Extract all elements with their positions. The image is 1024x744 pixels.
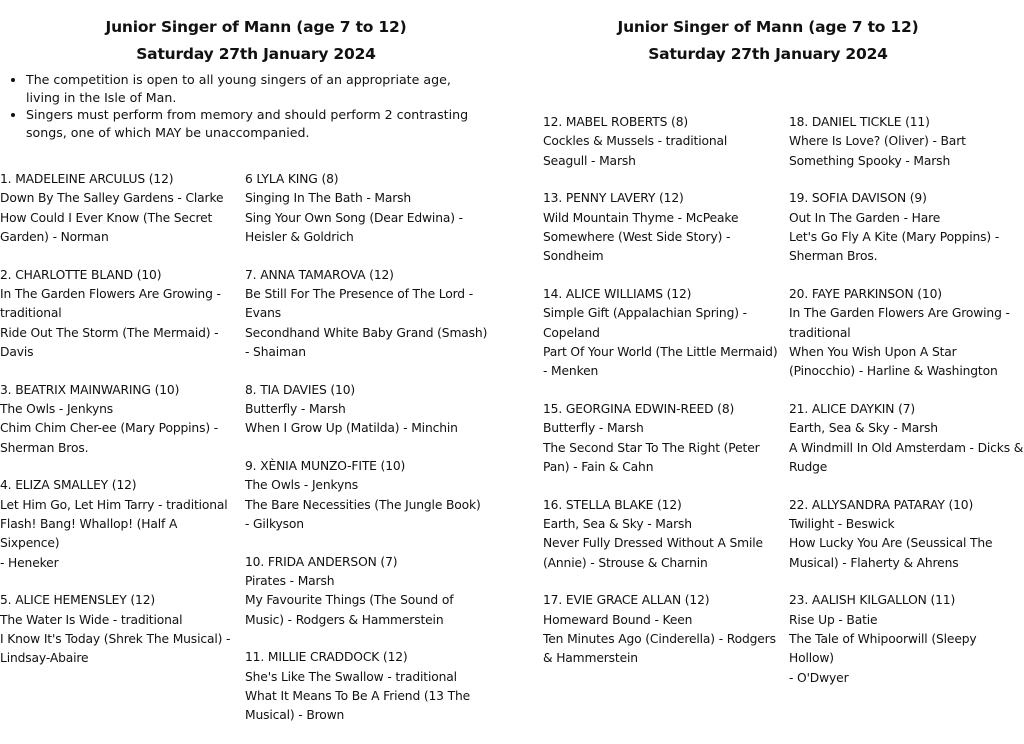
- song-line: Musical) - Brown: [245, 708, 345, 723]
- competitor-entry: [543, 496, 783, 573]
- song-line: When You Wish Upon A Star: [789, 344, 957, 359]
- song-line: Never Fully Dressed Without A Smile: [543, 536, 763, 551]
- song-line: Down By The Salley Gardens - Clarke: [0, 191, 224, 206]
- song-line: In The Garden Flowers Are Growing -: [789, 306, 1010, 321]
- song-line: Cockles & Mussels - traditional: [543, 134, 728, 149]
- competitor-name: 4. ELIZA SMALLEY (12): [0, 478, 137, 493]
- competitor-entry: [789, 113, 1024, 171]
- song-line: Seagull - Marsh: [543, 153, 636, 168]
- song-line: How Lucky You Are (Seussical The: [789, 536, 993, 551]
- song-line: Earth, Sea & Sky - Marsh: [543, 517, 692, 532]
- competition-title: Junior Singer of Mann (age 7 to 12): [105, 18, 407, 36]
- competitor-name: 14. ALICE WILLIAMS (12): [543, 287, 692, 302]
- competitor-name: 2. CHARLOTTE BLAND (10): [0, 267, 162, 282]
- competitor-name: 17. EVIE GRACE ALLAN (12): [543, 593, 710, 608]
- song-line: Pirates - Marsh: [245, 574, 335, 589]
- competitor-entry: [245, 170, 507, 247]
- rule-item: • The competition is open to all young singers of an appropriate age, living in the Isle of Man.: [26, 71, 476, 106]
- entries-column: [245, 170, 507, 744]
- song-line: The Owls - Jenkyns: [0, 401, 114, 416]
- song-line: Butterfly - Marsh: [543, 421, 644, 436]
- competitor-name: 20. FAYE PARKINSON (10): [789, 287, 942, 302]
- left-page-title: [0, 14, 512, 68]
- song-line: Rise Up - Batie: [789, 612, 878, 627]
- song-line: Butterfly - Marsh: [245, 401, 346, 416]
- song-line: Rudge: [789, 459, 828, 474]
- song-line: Evans: [245, 306, 282, 321]
- song-line: I Know It's Today (Shrek The Musical) -: [0, 631, 231, 646]
- song-line: Sherman Bros.: [789, 249, 878, 264]
- rules-list: [8, 71, 476, 141]
- song-line: traditional: [789, 325, 851, 340]
- entries-column: [0, 170, 240, 687]
- competitor-entry: [543, 591, 783, 668]
- song-line: - Shaiman: [245, 344, 306, 359]
- competitor-entry: [789, 285, 1024, 381]
- competitor-entry: [245, 381, 507, 439]
- song-line: Sing Your Own Song (Dear Edwina) -: [245, 210, 463, 225]
- competitor-entry: [0, 381, 240, 458]
- competitor-name: 7. ANNA TAMAROVA (12): [245, 267, 394, 282]
- song-line: Musical) - Flaherty & Ahrens: [789, 555, 959, 570]
- left-page: [0, 0, 512, 724]
- song-line: Copeland: [543, 325, 600, 340]
- competitor-entry: [0, 591, 240, 668]
- competitor-name: 15. GEORGINA EDWIN-REED (8): [543, 402, 735, 417]
- competitor-name: 1. MADELEINE ARCULUS (12): [0, 172, 174, 186]
- competitor-entry: [245, 553, 507, 630]
- song-line: What It Means To Be A Friend (13 The: [245, 689, 471, 704]
- song-line: Let's Go Fly A Kite (Mary Poppins) -: [789, 229, 1000, 244]
- song-line: The Owls - Jenkyns: [245, 478, 359, 493]
- song-line: - Menken: [543, 364, 599, 379]
- right-page: [512, 0, 1024, 724]
- competitor-entry: [789, 400, 1024, 477]
- song-line: (Annie) - Strouse & Charnin: [543, 555, 708, 570]
- right-page-title: [512, 14, 1024, 68]
- song-line: Part Of Your World (The Little Mermaid): [543, 344, 778, 359]
- competitor-name: 3. BEATRIX MAINWARING (10): [0, 382, 180, 397]
- song-line: Secondhand White Baby Grand (Smash): [245, 325, 488, 340]
- competitor-entry: [0, 476, 240, 572]
- competitor-entry: [789, 189, 1024, 266]
- song-line: Sherman Bros.: [0, 440, 89, 455]
- song-line: - Gilkyson: [245, 516, 304, 531]
- song-line: & Hammerstein: [543, 651, 638, 666]
- song-line: The Bare Necessities (The Jungle Book): [245, 497, 481, 512]
- competitor-entry: [245, 648, 507, 725]
- competitor-entry: [245, 457, 507, 534]
- song-line: She's Like The Swallow - traditional: [245, 669, 457, 684]
- entries-column: [789, 113, 1024, 706]
- song-line: Earth, Sea & Sky - Marsh: [789, 421, 938, 436]
- song-line: Garden) - Norman: [0, 229, 109, 244]
- competitor-entry: [543, 113, 783, 171]
- song-line: Lindsay-Abaire: [0, 651, 89, 666]
- song-line: My Favourite Things (The Sound of: [245, 593, 454, 608]
- song-line: When I Grow Up (Matilda) - Minchin: [245, 421, 458, 436]
- song-line: The Tale of Whipoorwill (Sleepy Hollow): [789, 632, 977, 666]
- song-line: Ride Out The Storm (The Mermaid) -: [0, 325, 219, 340]
- competitor-name: 16. STELLA BLAKE (12): [543, 497, 682, 512]
- song-line: Somewhere (West Side Story) -: [543, 229, 731, 244]
- song-line: - O'Dwyer: [789, 670, 849, 685]
- song-line: Simple Gift (Appalachian Spring) -: [543, 306, 747, 321]
- song-line: Out In The Garden - Hare: [789, 210, 941, 225]
- song-line: The Second Star To The Right (Peter: [543, 440, 760, 455]
- competitor-entry: [789, 591, 1024, 687]
- competitor-name: 19. SOFIA DAVISON (9): [789, 191, 927, 206]
- competition-date: Saturday 27th January 2024: [648, 45, 888, 63]
- song-line: traditional: [0, 306, 62, 321]
- competitor-name: 6 LYLA KING (8): [245, 172, 339, 186]
- song-line: Pan) - Fain & Cahn: [543, 459, 654, 474]
- competitor-name: 11. MILLIE CRADDOCK (12): [245, 650, 408, 665]
- competitor-name: 13. PENNY LAVERY (12): [543, 191, 684, 206]
- competitor-entry: [543, 189, 783, 266]
- song-line: Music) - Rodgers & Hammerstein: [245, 612, 444, 627]
- entries-column: [543, 113, 783, 687]
- competitor-name: 12. MABEL ROBERTS (8): [543, 115, 689, 129]
- song-line: Twilight - Beswick: [789, 517, 895, 532]
- competitor-name: 22. ALLYSANDRA PATARAY (10): [789, 497, 974, 512]
- song-line: Something Spooky - Marsh: [789, 153, 951, 168]
- song-line: How Could I Ever Know (The Secret: [0, 210, 213, 225]
- competitor-entry: [245, 266, 507, 362]
- song-line: A Windmill In Old Amsterdam - Dicks &: [789, 440, 1024, 455]
- song-line: (Pinocchio) - Harline & Washington: [789, 364, 998, 379]
- competitor-name: 9. XÈNIA MUNZO-FITE (10): [245, 459, 406, 474]
- rule-item: • Singers must perform from memory and should perform 2 contrasting songs, one of which MAY be unaccompanied.: [26, 106, 476, 141]
- song-line: Singing In The Bath - Marsh: [245, 191, 412, 206]
- competitor-name: 18. DANIEL TICKLE (11): [789, 115, 930, 129]
- song-line: Be Still For The Presence of The Lord -: [245, 286, 473, 301]
- competitor-entry: [543, 285, 783, 381]
- song-line: Where Is Love? (Oliver) - Bart: [789, 134, 966, 149]
- competitor-name: 23. AALISH KILGALLON (11): [789, 593, 956, 608]
- competition-title: Junior Singer of Mann (age 7 to 12): [617, 18, 919, 36]
- song-line: Chim Chim Cher-ee (Mary Poppins) -: [0, 421, 219, 436]
- song-line: The Water Is Wide - traditional: [0, 612, 183, 627]
- song-line: Flash! Bang! Whallop! (Half A Sixpence): [0, 516, 178, 551]
- song-line: Sondheim: [543, 249, 604, 264]
- competitor-name: 5. ALICE HEMENSLEY (12): [0, 593, 156, 608]
- song-line: Davis: [0, 344, 34, 359]
- song-line: In The Garden Flowers Are Growing -: [0, 286, 221, 301]
- song-line: Homeward Bound - Keen: [543, 612, 693, 627]
- competition-date: Saturday 27th January 2024: [136, 45, 376, 63]
- song-line: - Heneker: [0, 555, 59, 570]
- song-line: Ten Minutes Ago (Cinderella) - Rodgers: [543, 632, 776, 647]
- competitor-entry: [0, 170, 240, 247]
- song-line: Wild Mountain Thyme - McPeake: [543, 210, 739, 225]
- competitor-entry: [543, 400, 783, 477]
- competitor-name: 10. FRIDA ANDERSON (7): [245, 554, 398, 569]
- competitor-entry: [0, 266, 240, 362]
- song-line: Heisler & Goldrich: [245, 229, 354, 244]
- song-line: Let Him Go, Let Him Tarry - traditional: [0, 497, 228, 512]
- competitor-name: 21. ALICE DAYKIN (7): [789, 402, 916, 417]
- competitor-name: 8. TIA DAVIES (10): [245, 382, 356, 397]
- competitor-entry: [789, 496, 1024, 573]
